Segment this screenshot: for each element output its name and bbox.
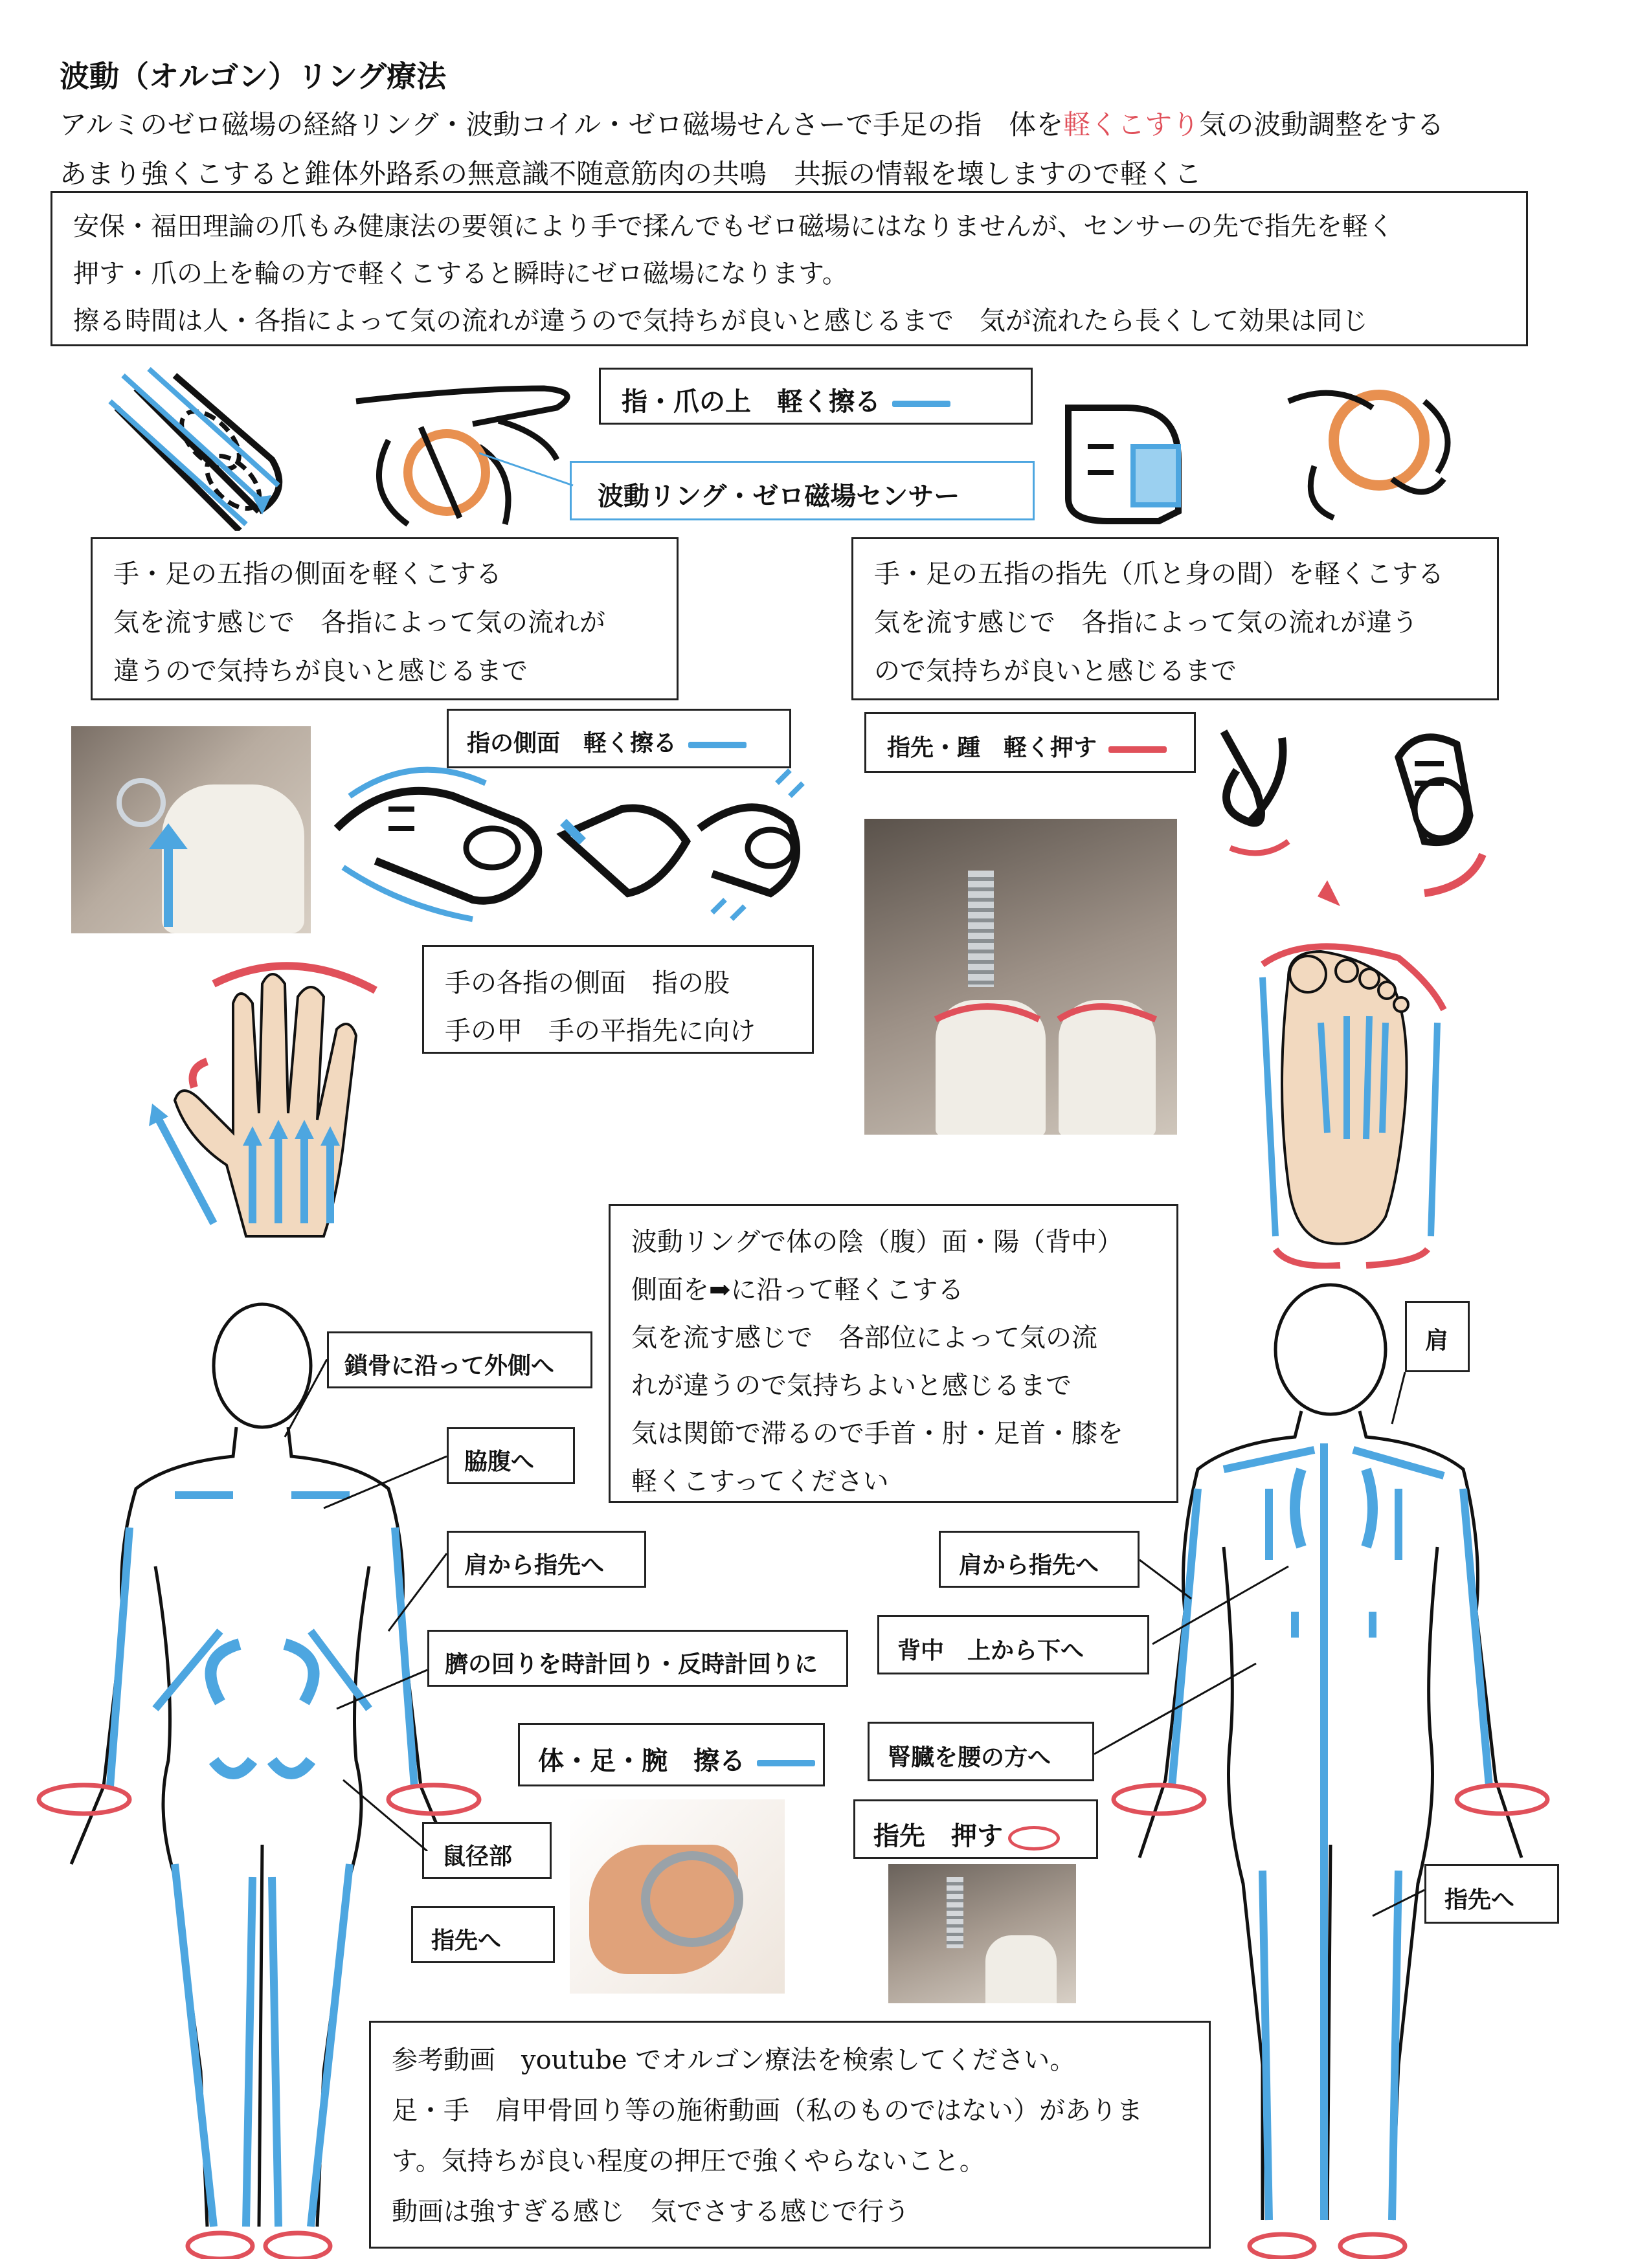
legend-sensor-label: 波動リング・ゼロ磁場センサー xyxy=(598,481,960,511)
legend-sensor xyxy=(570,461,1035,520)
ring-body-line: 軽くこすってください xyxy=(631,1467,889,1496)
hand-outline-icon xyxy=(129,951,427,1243)
legend-body-rub xyxy=(518,1723,825,1786)
hand-steps-line: 手の各指の側面 指の股 xyxy=(445,968,730,998)
side-rub-line: 気を流す感じで 各指によって気の流れが xyxy=(113,608,605,638)
finger-rub-icon xyxy=(97,362,317,531)
hand-steps-box xyxy=(422,945,814,1054)
ring-body-line: 気は関節で滞るので手首・肘・足首・膝を xyxy=(631,1419,1123,1449)
back-pointer-lines xyxy=(1088,1359,1450,1929)
label-shoulder-to-finger-front xyxy=(447,1531,646,1588)
label-kidney xyxy=(868,1722,1094,1781)
blue-stroke-icon xyxy=(892,401,950,407)
legend-finger-top-row xyxy=(622,381,950,418)
tip-rub-line: 手・足の五指の指先（爪と身の間）を軽くこする xyxy=(874,559,1444,589)
side-rub-line: 違うので気持ちが良いと感じるまで xyxy=(113,656,528,686)
tip-rub-line: 気を流す感じで 各指によって気の流れが違う xyxy=(874,608,1418,638)
intro-line-1b: 気の波動調整をする xyxy=(1199,109,1444,140)
intro-line-2: あまり強くこすると錐体外路系の無意識不随意筋肉の共鳴 共振の情報を壊しますので軽くこ xyxy=(60,158,1202,190)
label-clavicle-text: 鎖骨に沿って外側へ xyxy=(344,1352,555,1379)
notice-box xyxy=(51,191,1528,346)
intro-line-1a: アルミのゼロ磁場の経絡リング・波動コイル・ゼロ磁場せんさーで手足の指 体を xyxy=(60,109,1064,140)
reference-line: す。気持ちが良い程度の押圧で強くやらないこと。 xyxy=(392,2146,985,2176)
foot-sole-icon xyxy=(1250,926,1463,1269)
ring-body-line: 波動リングで体の陰（腹）面・陽（背中） xyxy=(631,1227,1123,1257)
reference-line: 足・手 肩甲骨回り等の施術動画（私のものではない）がありま xyxy=(392,2096,1143,2126)
ring-body-line: 気を流す感じで 各部位によって気の流 xyxy=(631,1323,1097,1353)
label-groin-text: 鼠径部 xyxy=(442,1843,513,1870)
legend-finger-side-label: 指の側面 軽く擦る xyxy=(467,729,677,757)
glove-ring-photo xyxy=(71,726,311,933)
notice-line: 押す・爪の上を輪の方で軽くこすると瞬時にゼロ磁場になります。 xyxy=(73,259,848,289)
notice-line: 擦る時間は人・各指によって気の流れが違うので気持ちが良いと感じるまで 気が流れたら長くして効果は同じ xyxy=(73,306,1368,336)
label-to-fingertip-front-text: 指先へ xyxy=(431,1927,502,1954)
label-to-fingertip-back-text: 指先へ xyxy=(1444,1886,1515,1913)
legend-finger-top-label: 指・爪の上 軽く擦る xyxy=(622,386,881,417)
blue-stroke-icon xyxy=(757,1760,815,1766)
label-shoulder-back-text: 肩 xyxy=(1425,1327,1449,1354)
tip-rub-line: ので気持ちが良いと感じるまで xyxy=(874,656,1237,686)
front-pointer-lines xyxy=(272,1359,466,1851)
tip-rub-box xyxy=(851,537,1499,700)
intro-emphasis: 軽くこすり xyxy=(1063,109,1200,140)
legend-tip-press-row xyxy=(873,1816,1060,1852)
page-title: 波動（オルゴン）リング療法 xyxy=(60,59,447,94)
label-armpit-text: 脇腹へ xyxy=(464,1448,535,1475)
legend-tip-heel-row xyxy=(887,729,1167,762)
label-back-text: 背中 上から下へ xyxy=(897,1637,1084,1664)
red-stroke-icon xyxy=(1108,746,1167,753)
intro-line-1 xyxy=(60,104,1444,142)
reference-box xyxy=(369,2021,1211,2249)
hand-steps-line: 手の甲 手の平指先に向け xyxy=(445,1016,756,1046)
label-to-fingertip-front xyxy=(411,1906,555,1963)
ring-in-hand-photo xyxy=(570,1799,785,1994)
sensor-pointer-line xyxy=(479,447,576,498)
sensor-small-photo xyxy=(888,1864,1076,2003)
reference-line: 参考動画 youtube でオルゴン療法を検索してください。 xyxy=(392,2045,1076,2075)
legend-tip-press xyxy=(853,1799,1098,1859)
label-kidney-text: 腎臓を腰の方へ xyxy=(888,1744,1051,1771)
legend-tip-heel xyxy=(864,712,1196,773)
sensor-glove-photo xyxy=(864,819,1177,1135)
reference-line: 動画は強すぎる感じ 気でさする感じで行う xyxy=(392,2197,910,2227)
legend-finger-top xyxy=(599,368,1033,425)
side-rub-box xyxy=(91,537,679,700)
notice-line: 安保・福田理論の爪もみ健康法の要領により手で揉んでもゼロ磁場にはなりませんが、センサーの先で指先を軽く xyxy=(73,212,1394,241)
label-shoulder-to-finger-front-text: 肩から指先へ xyxy=(464,1551,605,1579)
side-rub-line: 手・足の五指の側面を軽くこする xyxy=(113,559,502,589)
fingertip-icon xyxy=(1055,382,1204,524)
ring-body-line: 側面を➡に沿って軽くこする xyxy=(631,1275,964,1305)
hand-ring-icon-2 xyxy=(1275,375,1470,524)
legend-body-rub-label: 体・足・腕 擦る xyxy=(538,1746,745,1776)
legend-tip-press-label: 指先 押す xyxy=(873,1821,1003,1851)
label-navel-text: 臍の回りを時計回り・反時計回りに xyxy=(445,1651,818,1678)
red-ellipse-icon xyxy=(1008,1826,1060,1851)
label-shoulder-to-finger-back-text: 肩から指先へ xyxy=(959,1551,1099,1579)
legend-body-rub-row xyxy=(538,1740,815,1777)
legend-tip-heel-label: 指先・踵 軽く押す xyxy=(887,734,1097,761)
label-navel xyxy=(427,1630,848,1687)
ring-body-line: れが違うので気持ちよいと感じるまで xyxy=(631,1371,1072,1401)
fingertip-press-icon xyxy=(1211,718,1534,913)
finger-side-icon xyxy=(324,744,829,932)
